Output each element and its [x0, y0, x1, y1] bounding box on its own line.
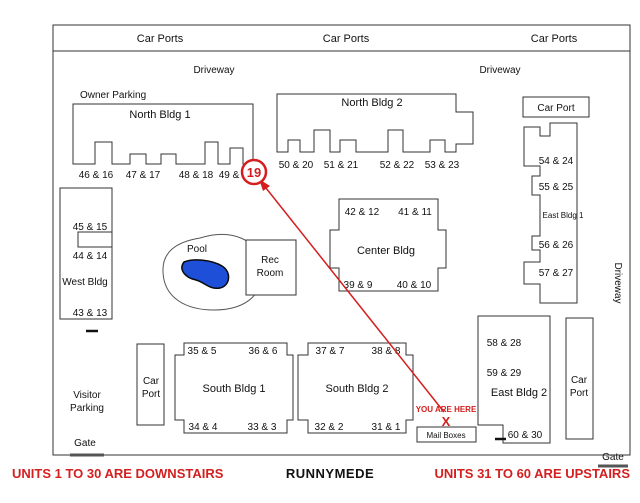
unit-label: 39 & 9: [343, 280, 373, 291]
car-port-label: Car Port: [537, 103, 575, 114]
unit-label: 37 & 7: [315, 346, 345, 357]
pool-label: Pool: [186, 244, 208, 255]
gate-label: Gate: [74, 438, 96, 449]
driveway-label: Driveway: [193, 65, 235, 76]
driveway-label: Driveway: [612, 262, 623, 304]
building-label: Center Bldg: [356, 245, 416, 257]
you-are-here-marker: X: [441, 414, 451, 429]
building-label: South Bldg 2: [325, 383, 389, 395]
you-are-here-label: YOU ARE HERE: [415, 405, 477, 414]
visitor-parking-label: Visitor: [73, 390, 101, 401]
unit-label: 45 & 15: [72, 222, 108, 233]
unit-label: 48 & 18: [178, 170, 214, 181]
rec-room-label: Rec: [261, 255, 279, 266]
unit-label: 33 & 3: [247, 422, 277, 433]
unit-label: 58 & 28: [486, 338, 522, 349]
building-label: North Bldg 2: [341, 97, 403, 109]
unit-label: 49 &: [218, 170, 240, 181]
unit-label: 54 & 24: [538, 156, 574, 167]
unit-label: 56 & 26: [538, 240, 574, 251]
building-label: West Bldg: [62, 277, 108, 288]
downstairs-note: UNITS 1 TO 30 ARE DOWNSTAIRS: [12, 466, 224, 481]
target-unit-label: 19: [246, 165, 262, 180]
unit-label: 40 & 10: [396, 280, 432, 291]
unit-label: 43 & 13: [72, 308, 108, 319]
unit-label: 57 & 27: [538, 268, 574, 279]
unit-label: 35 & 5: [187, 346, 217, 357]
car-ports-label: Car Ports: [136, 33, 184, 45]
unit-label: 41 & 11: [398, 207, 432, 218]
unit-label: 38 & 8: [371, 346, 401, 357]
owner-parking-label: Owner Parking: [80, 90, 147, 101]
car-port-label: Car: [570, 375, 588, 386]
unit-label: 60 & 30: [507, 430, 543, 441]
unit-label: 31 & 1: [371, 422, 401, 433]
upstairs-note: UNITS 31 TO 60 ARE UPSTAIRS: [434, 466, 630, 481]
unit-label: 47 & 17: [125, 170, 161, 181]
car-port-label: Port: [141, 389, 161, 400]
gate-label: Gate: [602, 452, 624, 463]
unit-label: 42 & 12: [344, 207, 380, 218]
unit-label: 32 & 2: [314, 422, 344, 433]
unit-label: 59 & 29: [486, 368, 522, 379]
unit-label: 50 & 20: [278, 160, 314, 171]
unit-label: 44 & 14: [72, 251, 108, 262]
unit-label: 53 & 23: [424, 160, 460, 171]
unit-label: 55 & 25: [538, 182, 574, 193]
rec-room-label: Room: [256, 268, 284, 279]
car-port-label: Car: [142, 376, 160, 387]
unit-label: 34 & 4: [188, 422, 218, 433]
driveway-label: Driveway: [479, 65, 521, 76]
west-bldg-notch: [78, 232, 112, 247]
unit-label: 36 & 6: [248, 346, 278, 357]
unit-label: 51 & 21: [323, 160, 359, 171]
site-name: RUNNYMEDE: [285, 466, 375, 481]
unit-label: 46 & 16: [78, 170, 114, 181]
east-bldg-2: [478, 316, 550, 443]
building-label: East Bldg 2: [490, 387, 548, 399]
building-label: East Bldg 1: [542, 211, 584, 220]
car-ports-label: Car Ports: [530, 33, 578, 45]
car-ports-label: Car Ports: [322, 33, 370, 45]
unit-label: 52 & 22: [379, 160, 415, 171]
building-label: South Bldg 1: [202, 383, 266, 395]
building-label: North Bldg 1: [129, 109, 191, 121]
visitor-parking-label: Parking: [70, 403, 104, 414]
car-port-label: Port: [569, 388, 589, 399]
mail-boxes-label: Mail Boxes: [426, 431, 466, 440]
